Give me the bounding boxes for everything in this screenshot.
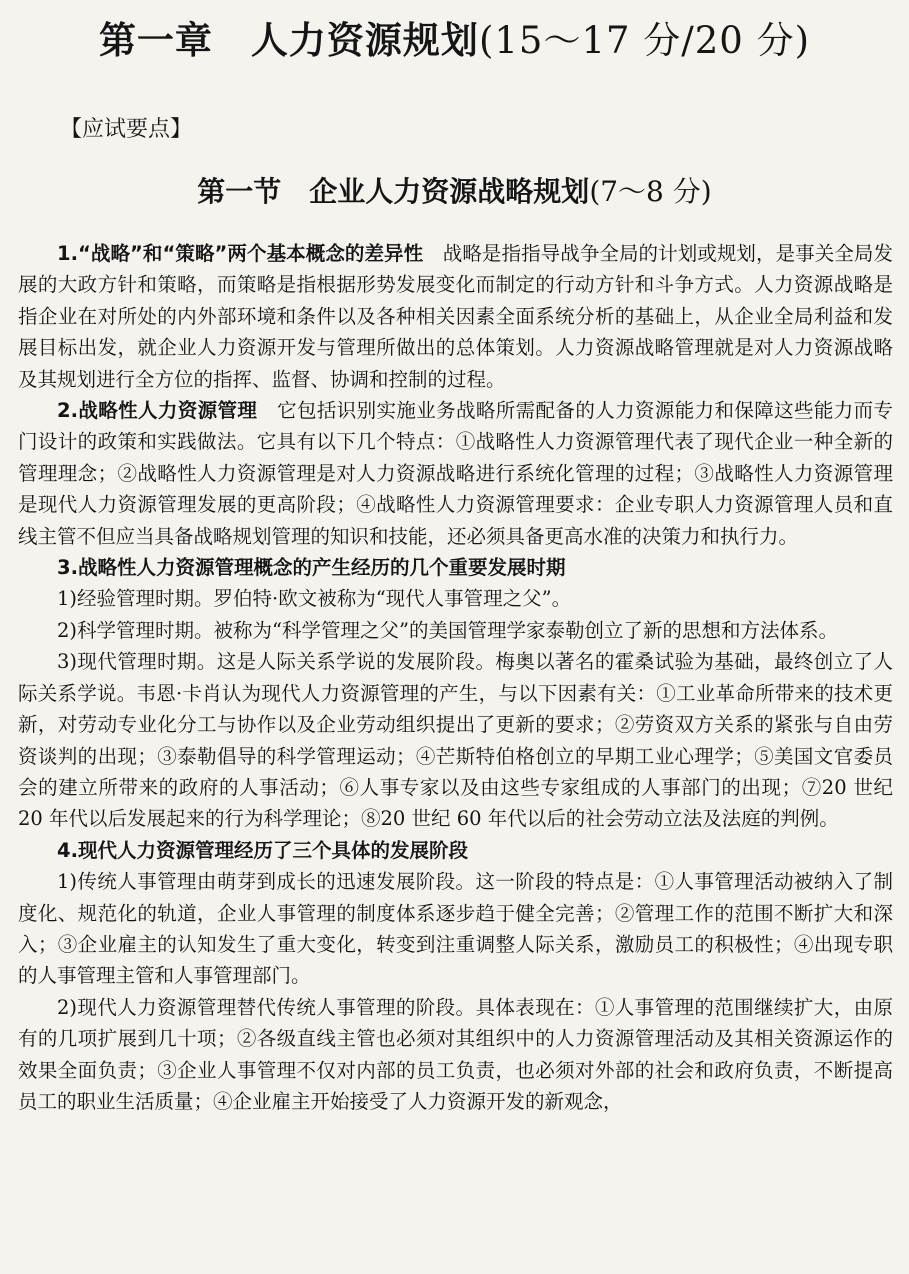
- chapter-title-text: 第一章 人力资源规划: [98, 19, 479, 62]
- exam-points-label: 【应试要点】: [60, 117, 193, 142]
- paragraph-text: 它包括识别实施业务战略所需配备的人力资源能力和保障这些能力而专门设计的政策和实践做法。它具有以下几个特点：①战略性人力资源管理代表了现代企业一种全新的管理理念；②战略性人力资源管理是对人力资源战略进行系统化管理的过程；③战略性人力资源管理是现代人力资源管理发展的更高阶段；④战略性人力资源管理要求：企业专职人力资源管理人员和直线主管不但应当具备战略规划管理的知识和技能，还必须具备更高水准的决策力和执行力。: [18, 399, 893, 548]
- body-text: [18, 238, 893, 1117]
- paragraph: [18, 238, 893, 395]
- section-title-text: 第一节 企业人力资源战略规划: [197, 175, 590, 208]
- paragraph: [18, 646, 893, 834]
- paragraph-heading: 1.“战略”和“策略”两个基本概念的差异性: [57, 242, 424, 265]
- chapter-title: [0, 10, 909, 64]
- paragraph-text: 1)经验管理时期。罗伯特·欧文被称为“现代人事管理之父”。: [57, 587, 572, 611]
- paragraph-heading: 2.战略性人力资源管理: [57, 399, 258, 423]
- paragraph-text: 1)传统人事管理由萌芽到成长的迅速发展阶段。这一阶段的特点是：①人事管理活动被纳入了制度化、规范化的轨道，企业人事管理的制度体系逐步趋于健全完善；②管理工作的范围不断扩大和深入；③企业雇主的认知发生了重大变化，转变到注重调整人际关系，激励员工的积极性；④出现专职的人事管理主管和人事管理部门。: [18, 870, 893, 988]
- chapter-score: (15～17 分/20 分): [478, 19, 811, 62]
- paragraph: [18, 583, 893, 614]
- paragraph-heading: 4.现代人力资源管理经历了三个具体的发展阶段: [57, 838, 468, 862]
- paragraph: [18, 835, 893, 866]
- section-score: (7～8 分): [589, 175, 712, 208]
- paragraph: [18, 866, 893, 992]
- paragraph-text: 2)科学管理时期。被称为“科学管理之父”的美国管理学家泰勒创立了新的思想和方法体系。: [57, 618, 838, 642]
- paragraph-text: 3)现代管理时期。这是人际关系学说的发展阶段。梅奥以著名的霍桑试验为基础，最终创立了人际关系学说。韦恩·卡肖认为现代人力资源管理的产生，与以下因素有关：①工业革命所带来的技术更新，对劳动专业化分工与协作以及企业劳动组织提出了更新的要求；②劳资双方关系的紧张与自由劳资谈判的出现；③泰勒倡导的科学管理运动；④芒斯特伯格创立的早期工业心理学；⑤美国文官委员会的建立所带来的政府的人事活动；⑥人事专家以及由这些专家组成的人事部门的出现；⑦20 世纪 20 年代以后发展起来的行为科学理论；⑧20 世纪 60 年代以后的社会劳动立法及法庭的判例。: [18, 650, 893, 831]
- paragraph-heading: 3.战略性人力资源管理概念的产生经历的几个重要发展时期: [57, 556, 566, 580]
- paragraph: [18, 395, 893, 552]
- section-title: [0, 170, 909, 210]
- paragraph: [18, 992, 893, 1118]
- paragraph: [18, 552, 893, 583]
- paragraph: [18, 615, 893, 646]
- paragraph-text: 2)现代人力资源管理替代传统人事管理的阶段。具体表现在：①人事管理的范围继续扩大，由原有的几项扩展到几十项；②各级直线主管也必须对其组织中的人力资源管理活动及其相关资源运作的效果全面负责；③企业人事管理不仅对内部的员工负责，也必须对外部的社会和政府负责，不断提高员工的职业生活质量；④企业雇主开始接受了人力资源开发的新观念，: [18, 995, 893, 1113]
- paragraph-text: 战略是指指导战争全局的计划或规划，是事关全局发展的大政方针和策略，而策略是指根据形势发展变化而制定的行动方针和斗争方式。人力资源战略是指企业在对所处的内外部环境和条件以及各种相关因素全面系统分析的基础上，从企业全局利益和发展目标出发，就企业人力资源开发与管理所做出的总体策划。人力资源战略管理就是对人力资源战略及其规划进行全方位的指挥、监督、协调和控制的过程。: [18, 242, 893, 391]
